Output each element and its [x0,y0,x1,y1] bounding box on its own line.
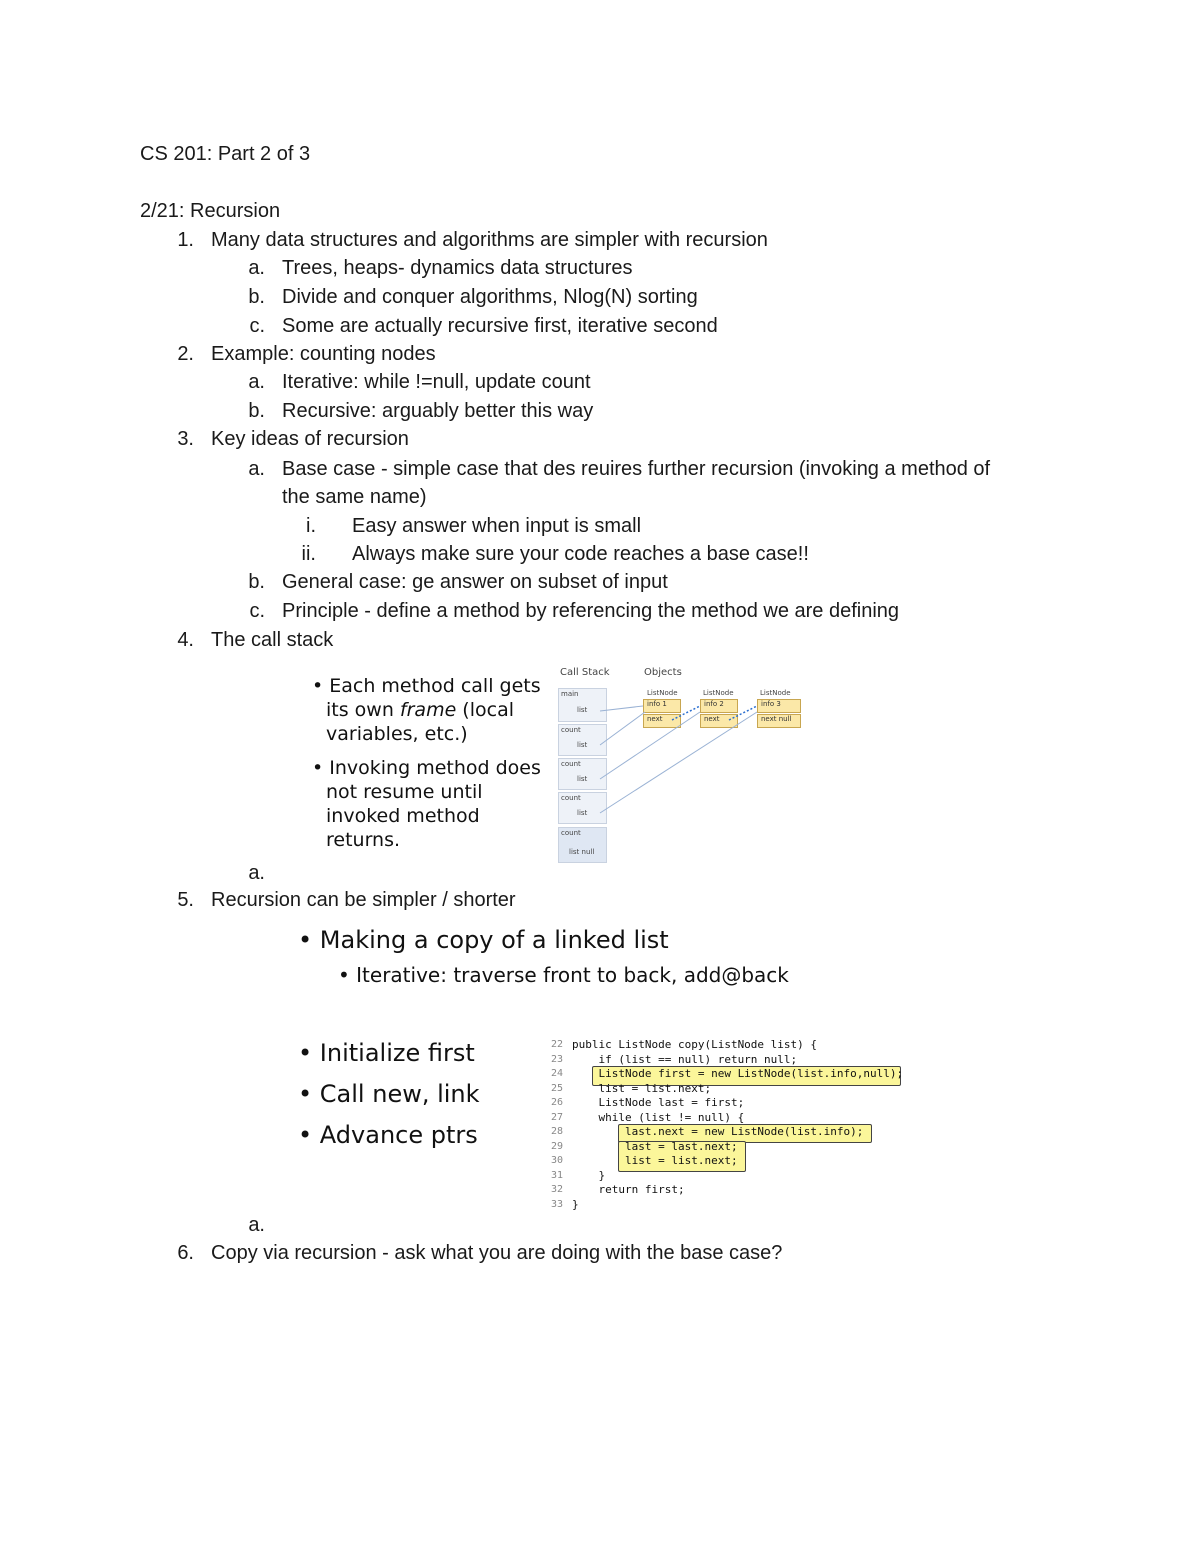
slide-step: • Advance ptrs [298,1121,478,1149]
code-line: } [572,1168,606,1182]
call-stack-header: Call Stack [560,667,610,678]
list-number: 5. [177,889,194,911]
code-line: public ListNode copy(ListNode list) { [572,1038,818,1051]
list-subitem-continuation: the same name) [282,486,427,508]
code-line: last = last.next; [572,1139,738,1153]
code-line: ListNode first = new ListNode(list.info,null); [572,1067,904,1080]
node-next-cell: next [700,714,738,728]
list-number: 2. [177,343,194,365]
node-next-cell: next null [757,714,801,728]
doc-title: CS 201: Part 2 of 3 [140,143,311,165]
list-number: 1. [177,229,194,251]
list-subitem: Recursive: arguably better this way [282,400,594,422]
code-line: last.next = new ListNode(list.info); [572,1125,864,1138]
code-line: return first; [572,1183,685,1196]
code-line: if (list == null) return null; [572,1052,798,1066]
list-number: 4. [177,629,194,651]
slide-bullet: • Invoking method does not resume until invoked method returns. [312,757,541,851]
stack-frame: main list [558,688,607,722]
list-item: Example: counting nodes [211,343,436,365]
slide-bullet: • Each method call gets its own frame (local variables, etc.) [312,675,541,745]
node-info-cell: info 2 [700,699,738,713]
node-next-cell: next [643,714,681,728]
list-number: 3. [177,428,194,450]
list-item: Recursion can be simpler / shorter [211,889,516,911]
stack-frame: count list [558,758,607,790]
list-subitem: Iterative: while !=null, update count [282,371,591,393]
stack-frame: count list null [558,827,607,863]
objects-header: Objects [644,667,682,678]
node-info-cell: info 3 [757,699,801,713]
list-subsubitem: Easy answer when input is small [352,515,642,537]
node-label: ListNode [703,689,734,697]
slide-step: • Initialize first [298,1039,475,1067]
stack-frame: count list [558,724,607,756]
list-subitem: Base case - simple case that des reuires further recursion (invoking a method of [282,458,991,480]
section-heading: 2/21: Recursion [140,200,281,222]
list-item: The call stack [211,629,334,651]
list-letter: b. [248,286,265,308]
code-line: while (list != null) { [572,1110,745,1124]
list-item: Copy via recursion - ask what you are doing with the base case? [211,1242,783,1264]
code-line: list = list.next; [572,1081,712,1095]
list-subitem: Divide and conquer algorithms, Nlog(N) sorting [282,286,698,308]
list-subitem: Some are actually recursive first, iterative second [282,315,718,337]
node-info-cell: info 1 [643,699,681,713]
code-line: } [572,1197,579,1211]
slide-subbullet: • Iterative: traverse front to back, add@back [338,963,789,987]
list-item: Key ideas of recursion [211,428,409,450]
list-letter: a. [248,458,265,480]
list-subitem: General case: ge answer on subset of input [282,571,668,593]
list-letter: b. [248,400,265,422]
list-letter: a. [248,862,265,884]
list-subitem: Trees, heaps- dynamics data structures [282,257,633,279]
code-line: list = list.next; [572,1154,738,1167]
list-roman: i. [306,515,316,537]
list-letter: b. [248,571,265,593]
list-letter: a. [248,1214,265,1236]
node-label: ListNode [760,689,791,697]
code-line: ListNode last = first; [572,1096,745,1109]
list-number: 6. [177,1242,194,1264]
list-subsubitem: Always make sure your code reaches a base case!! [352,543,809,565]
node-label: ListNode [647,689,678,697]
slide-step: • Call new, link [298,1080,480,1108]
list-item: Many data structures and algorithms are simpler with recursion [211,229,768,251]
list-letter: a. [248,257,265,279]
list-subitem: Principle - define a method by referencing the method we are defining [282,600,900,622]
stack-frame: count list [558,792,607,824]
list-roman: ii. [301,543,316,565]
slide-bullet: • Making a copy of a linked list [298,926,669,954]
list-letter: a. [248,371,265,393]
list-letter: c. [249,600,265,622]
list-letter: c. [249,315,265,337]
